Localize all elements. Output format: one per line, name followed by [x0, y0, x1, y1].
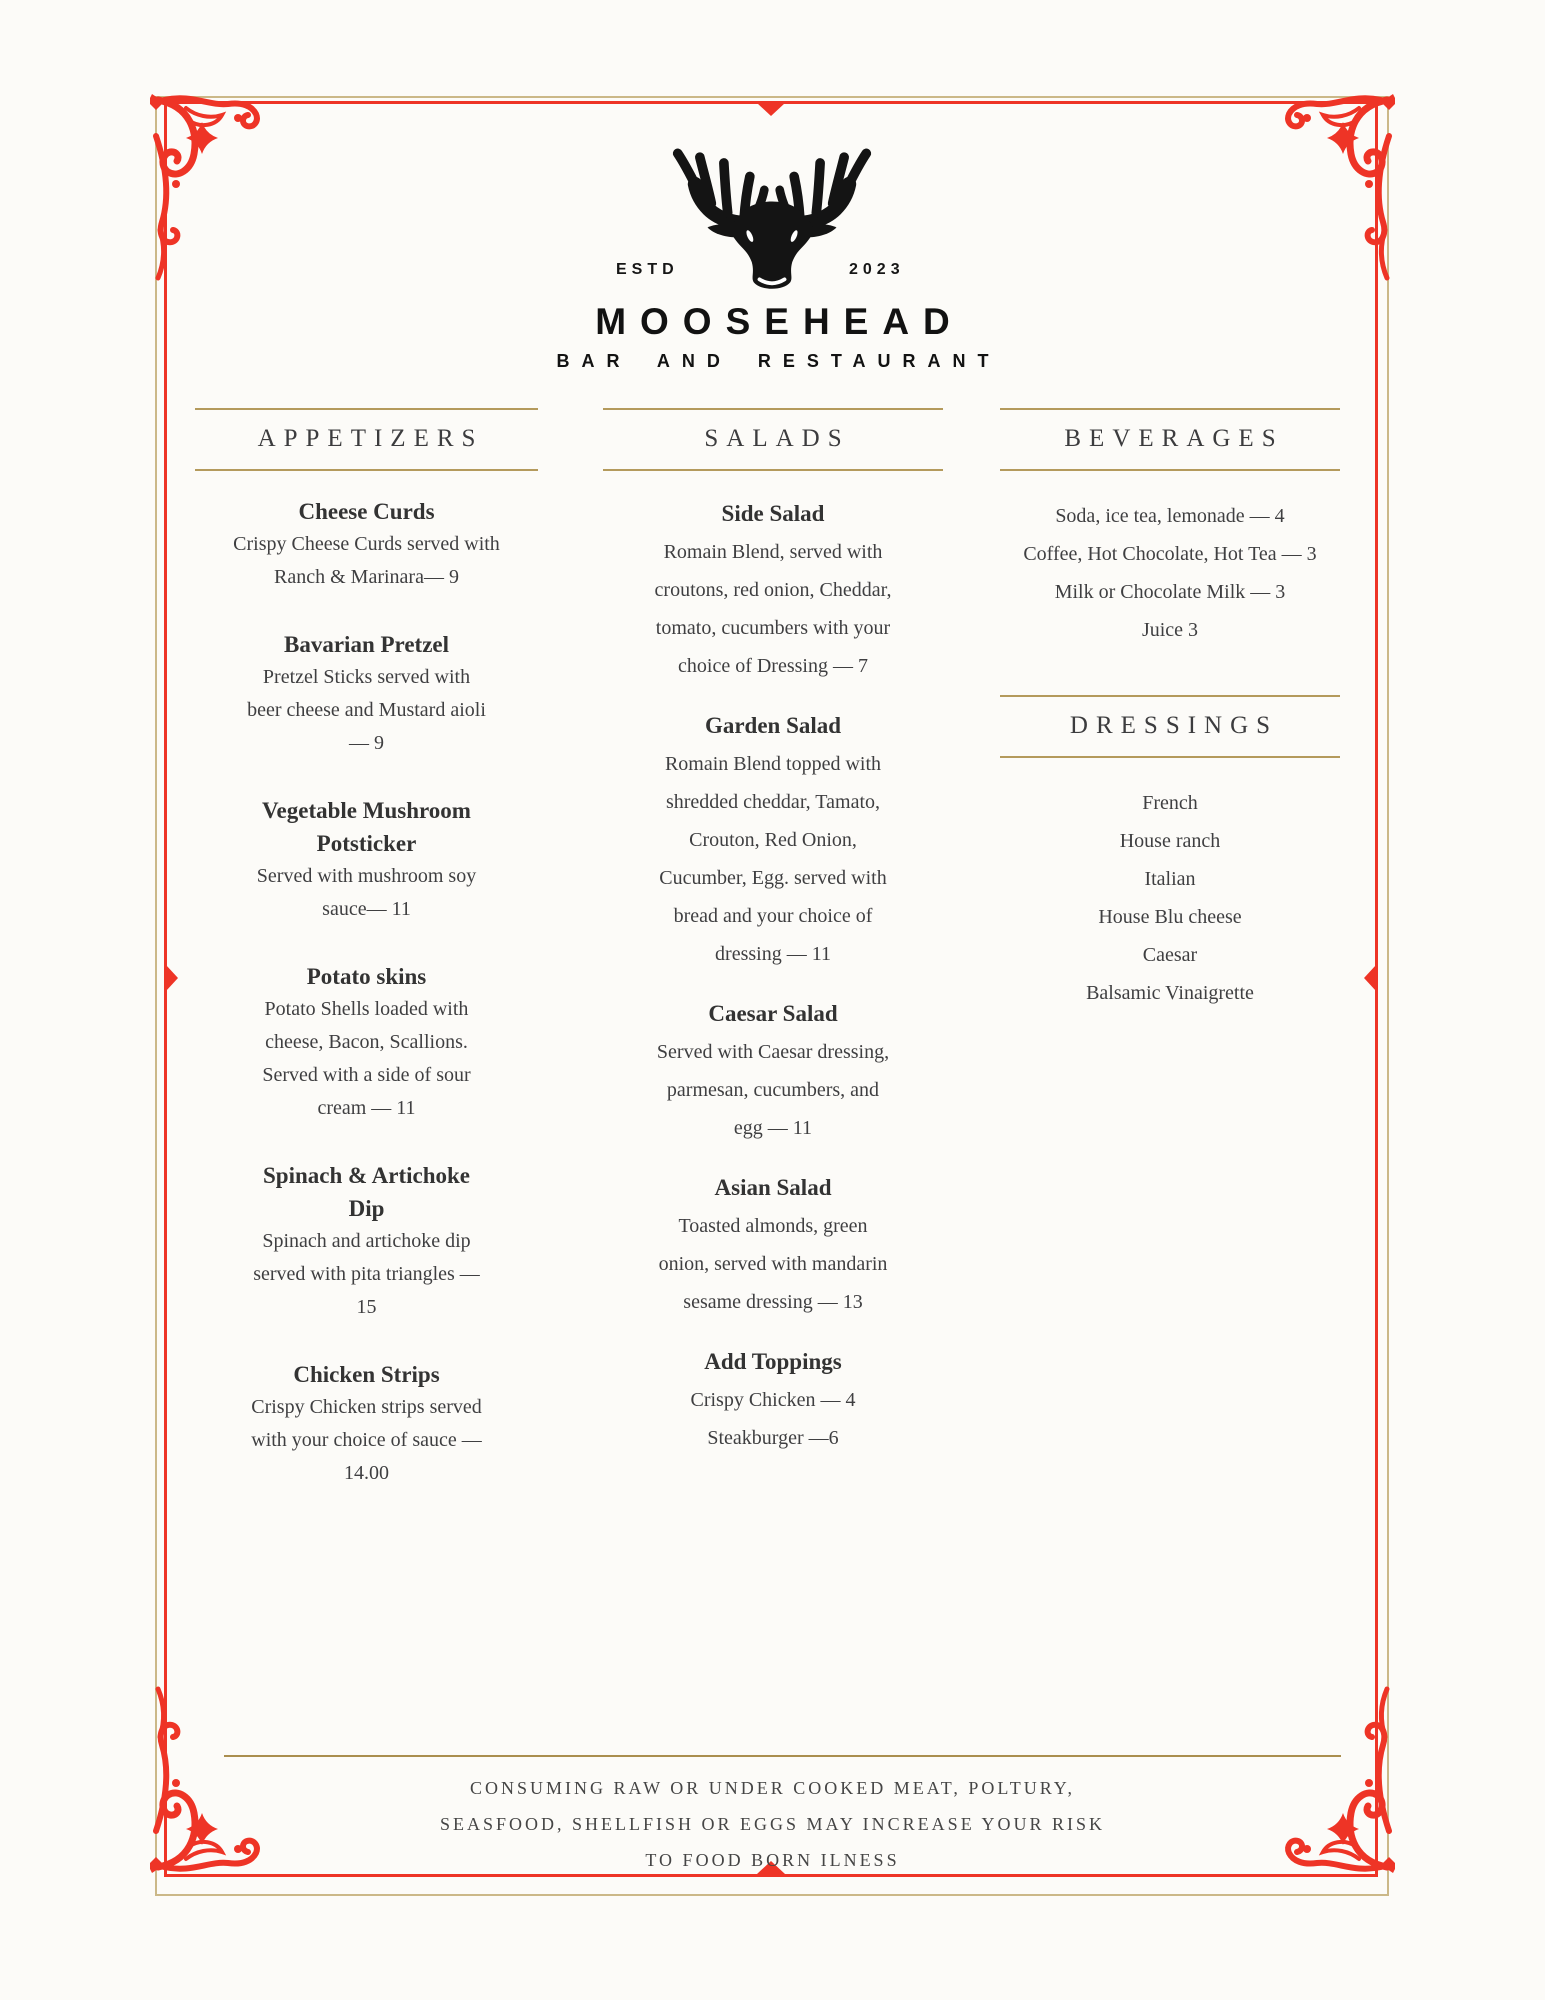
item-name: Garden Salad: [704, 713, 842, 738]
menu-item: [603, 1169, 943, 1321]
dressing-line: House Blu cheese: [1098, 906, 1242, 928]
beverage-line: Coffee, Hot Chocolate, Hot Tea — 3: [1023, 543, 1317, 565]
item-name: Cheese Curds: [298, 499, 435, 524]
menu-item: [195, 495, 538, 594]
menu-item: [603, 995, 943, 1147]
footer-divider: [224, 1755, 1341, 1757]
item-description: Romain Blend, served with croutons, red onion, Cheddar, tomato, cucumbers with your choice of Dressing — 7: [654, 541, 892, 677]
dressings-list: [1000, 758, 1340, 1012]
section-title-dressings: DRESSINGS: [1069, 712, 1279, 739]
section-header: [1000, 408, 1340, 471]
menu-item: [603, 707, 943, 973]
item-name: Chicken Strips: [293, 1362, 440, 1387]
item-description: Crispy Chicken — 4 Steakburger —6: [690, 1389, 856, 1449]
dressing-line: Caesar: [1142, 944, 1198, 966]
dressing-line: Balsamic Vinaigrette: [1086, 982, 1254, 1004]
damask-flourish-icon: [150, 92, 270, 282]
section-header: [195, 408, 538, 471]
menu-item: [195, 628, 538, 760]
beverages-list: [1000, 471, 1340, 649]
restaurant-name: MOOSEHEAD: [595, 301, 964, 342]
item-description: Pretzel Sticks served with beer cheese and Mustard aioli — 9: [247, 666, 486, 754]
item-description: Spinach and artichoke dip served with pita triangles — 15: [253, 1230, 480, 1318]
item-name: Side Salad: [721, 501, 825, 526]
menu-item: [195, 1159, 538, 1324]
item-name: Spinach & Artichoke Dip: [262, 1163, 471, 1221]
disclaimer-line: CONSUMING RAW OR UNDER COOKED MEAT, POLTURY,: [470, 1778, 1075, 1798]
item-name: Potato skins: [306, 964, 427, 989]
section-appetizers: [195, 408, 538, 1524]
disclaimer-line: SEASFOOD, SHELLFISH OR EGGS MAY INCREASE YOUR RISK: [439, 1814, 1106, 1834]
beverage-line: Soda, ice tea, lemonade — 4: [1055, 505, 1285, 527]
section-title-appetizers: APPETIZERS: [257, 425, 484, 452]
inward-triangle-icon: [757, 103, 785, 116]
beverage-line: Juice 3: [1141, 619, 1199, 641]
menu-item: [195, 794, 538, 926]
inward-triangle-icon: [166, 965, 178, 991]
item-name: Asian Salad: [714, 1175, 832, 1200]
damask-flourish-icon: [1275, 92, 1395, 282]
menu-item: [195, 1358, 538, 1490]
section-header: [603, 408, 943, 471]
section-title-salads: SALADS: [704, 425, 850, 452]
item-name: Caesar Salad: [708, 1001, 838, 1026]
section-beverages: [1000, 408, 1340, 1012]
dressing-line: Italian: [1144, 868, 1196, 890]
item-description: Romain Blend topped with shredded cheddar, Tamato, Crouton, Red Onion, Cucumber, Egg. served with bread and your choice of dressing — 11: [659, 753, 887, 965]
item-name: Vegetable Mushroom Potsticker: [262, 798, 471, 856]
disclaimer-line: TO FOOD BORN ILNESS: [645, 1850, 900, 1870]
item-description: Served with Caesar dressing, parmesan, cucumbers, and egg — 11: [656, 1041, 890, 1139]
item-description: Crispy Cheese Curds served with Ranch & Marinara— 9: [233, 533, 500, 588]
item-description: Toasted almonds, green onion, served with mandarin sesame dressing — 13: [658, 1215, 888, 1313]
section-title-beverages: BEVERAGES: [1064, 425, 1284, 452]
item-name: Bavarian Pretzel: [284, 632, 449, 657]
restaurant-tagline: BAR AND RESTAURANT: [556, 351, 1001, 371]
footer-disclaimer: [0, 1770, 1545, 1878]
item-description: Potato Shells loaded with cheese, Bacon, Scallions. Served with a side of sour cream — 11: [262, 998, 471, 1119]
section-salads: [603, 408, 943, 1479]
estd-label: ESTD: [616, 261, 679, 278]
inward-triangle-icon: [1364, 965, 1376, 991]
menu-columns: [195, 408, 1345, 1524]
menu-item: [603, 1343, 943, 1457]
beverage-line: Milk or Chocolate Milk — 3: [1054, 581, 1286, 603]
item-description: Crispy Chicken strips served with your choice of sauce — 14.00: [251, 1396, 482, 1484]
dressing-line: French: [1142, 792, 1198, 814]
menu-item: [603, 495, 943, 685]
estd-year: 2023: [849, 261, 905, 278]
item-description: Served with mushroom soy sauce— 11: [256, 865, 477, 920]
section-header: [1000, 695, 1340, 758]
dressing-line: House ranch: [1119, 830, 1221, 852]
item-name: Add Toppings: [704, 1349, 842, 1374]
menu-item: [195, 960, 538, 1125]
